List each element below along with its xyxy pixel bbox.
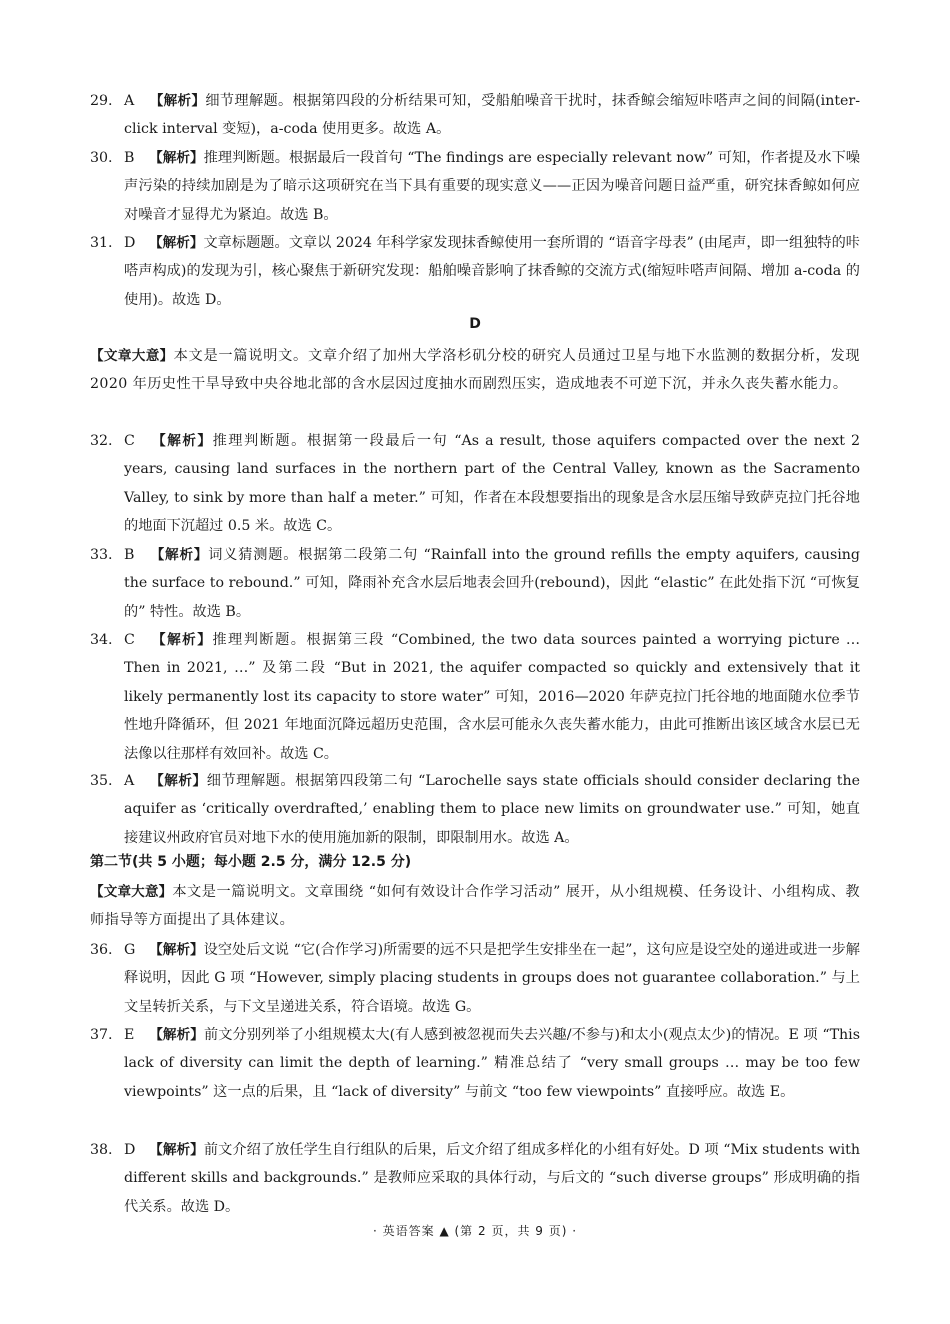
answer-item-32	[90, 427, 860, 541]
summary-text: 本文是一篇说明文。文章介绍了加州大学洛杉矶分校的研究人员通过卫星与地下水监测的数据分析，发现 2020 年历史性干旱导致中央谷地北部的含水层因过度抽水而剧烈压实，造成地表不可逆下沉，并永久丧失蓄水能力。	[90, 348, 861, 393]
answer-item-36	[90, 936, 860, 1021]
analysis-tag: 【解析】	[149, 150, 204, 166]
analysis-text: 词义猜测题。根据第二段第二句 “Rainfall into the ground refills the empty aquifers, causing the surface to rebound.” 可知，降雨补充含水层后地表会回升(rebound)，因此 “elastic” 在此处指下沉 “可恢复的” 特性。故选 B。	[124, 547, 861, 620]
answer-letter: C	[124, 433, 135, 449]
question-number: 34.	[90, 632, 113, 648]
footer-page-number: (第 2 页，共 9 页) ·	[454, 1224, 578, 1238]
analysis-text: 文章标题题。文章以 2024 年科学家发现抹香鲸使用一套所谓的 “语音字母表” (由尾声，即一组独特的咔嗒声构成)的发现为引，核心聚焦于新研究发现：船舶噪音影响了抹香鲸的交流方式(缩短咔嗒声间隔、增加 a-coda 的使用)。故选 D。	[124, 235, 860, 308]
answer-letter: A	[124, 773, 135, 789]
answer-letter: C	[124, 632, 135, 648]
analysis-text: 前文介绍了放任学生自行组队的后果，后文介绍了组成多样化的小组有好处。D 项 “Mix students with different skills and backgrounds.” 是教师应采取的具体行动，与后文的 “such diverse groups” 形成明确的指代关系。故选 D。	[124, 1142, 860, 1215]
question-number: 35.	[90, 773, 113, 789]
analysis-tag: 【解析】	[149, 235, 204, 251]
analysis-tag: 【解析】	[149, 942, 204, 958]
answer-item-29	[90, 87, 860, 144]
question-number: 33.	[90, 547, 113, 563]
analysis-tag: 【解析】	[149, 93, 206, 109]
question-number: 37.	[90, 1027, 113, 1043]
answer-item-38	[90, 1136, 860, 1221]
analysis-tag: 【解析】	[149, 1027, 204, 1043]
question-number: 31.	[90, 235, 113, 251]
question-number: 32.	[90, 433, 113, 449]
analysis-text: 推理判断题。根据第三段 “Combined, the two data sources painted a worrying picture … Then in 2021, …” 及第二段 “But in 2021, the aquifer compacted so quickly and extensively that it likely permanently lost its capacity to store water” 可知，2016—2020 年萨克拉门托谷地的地面随水位季节性地升降循环，但 2021 年地面沉降远超历史范围，含水层可能永久丧失蓄水能力，由此可推断出该区域含水层已无法像以往那样有效回补。故选 C。	[124, 632, 861, 762]
question-number: 29.	[90, 93, 113, 109]
analysis-text: 设空处后文说 “它(合作学习)所需要的远不只是把学生安排坐在一起”，这句应是设空处的递进或进一步解释说明，因此 G 项 “However, simply placing students in groups does not guarantee collaboration.” 与上文呈转折关系，与下文呈递进关系，符合语境。故选 G。	[124, 942, 860, 1015]
analysis-text: 细节理解题。根据第四段的分析结果可知，受船舶噪音干扰时，抹香鲸会缩短咔嗒声之间的间隔(inter-click interval 变短)，a-coda 使用更多。故选 A。	[124, 93, 861, 138]
answer-item-31	[90, 229, 860, 314]
analysis-text: 推理判断题。根据第一段最后一句 “As a result, those aquifers compacted over the next 2 years, causing land surfaces in the northern part of the Central Valley, known as the Sacramento Valley, to sink by more than half a meter.” 可知，作者在本段想要指出的现象是含水层压缩导致萨克拉门托谷地的地面下沉超过 0.5 米。故选 C。	[124, 433, 860, 535]
triangle-icon: ▲	[439, 1224, 450, 1238]
answer-item-37	[90, 1021, 860, 1106]
section-two-title: 第二节(共 5 小题；每小题 2.5 分，满分 12.5 分)	[90, 854, 412, 870]
analysis-tag: 【解析】	[149, 1142, 204, 1158]
analysis-tag: 【解析】	[150, 547, 209, 563]
summary-d	[90, 342, 860, 399]
question-number: 30.	[90, 150, 113, 166]
answer-letter: A	[124, 93, 135, 109]
answer-item-30	[90, 144, 860, 229]
answer-item-33	[90, 541, 860, 626]
answer-item-34	[90, 626, 860, 768]
page-footer	[0, 1222, 950, 1239]
part-d-heading: D	[469, 316, 481, 332]
answer-letter: E	[124, 1027, 135, 1043]
analysis-tag: 【解析】	[150, 773, 207, 789]
question-number: 36.	[90, 942, 113, 958]
summary-tag: 【文章大意】	[90, 884, 173, 900]
summary-tag: 【文章大意】	[90, 348, 174, 364]
summary-text: 本文是一篇说明文。文章围绕 “如何有效设计合作学习活动” 展开，从小组规模、任务设计、小组构成、教师指导等方面提出了具体建议。	[90, 884, 860, 929]
analysis-text: 细节理解题。根据第四段第二句 “Larochelle says state officials should consider declaring the aquifer as ‘critically overdrafted,’ enabling them to place new limits on groundwater use.” 可知，她直接建议州政府官员对地下水的使用施加新的限制，即限制用水。故选 A。	[124, 773, 860, 846]
question-number: 38.	[90, 1142, 113, 1158]
answer-letter: B	[124, 547, 135, 563]
answer-letter: B	[124, 150, 135, 166]
answer-letter: D	[124, 235, 136, 251]
footer-subject: · 英语答案	[372, 1224, 435, 1238]
analysis-text: 推理判断题。根据最后一段首句 “The findings are especially relevant now” 可知，作者提及水下噪声污染的持续加剧是为了暗示这项研究在当下具有重要的现实意义——正因为噪音问题日益严重，研究抹香鲸如何应对噪音才显得尤为紧迫。故选 B。	[124, 150, 860, 223]
answer-letter: D	[124, 1142, 136, 1158]
summary-section-two	[90, 878, 860, 935]
answer-letter: G	[124, 942, 136, 958]
analysis-tag: 【解析】	[152, 433, 213, 449]
analysis-text: 前文分别列举了小组规模太大(有人感到被忽视而失去兴趣/不参与)和太小(观点太少)的情况。E 项 “This lack of diversity can limit the depth of learning.” 精准总结了 “very small groups … may be too few viewpoints” 这一点的后果，且 “lack of diversity” 与前文 “too few viewpoints” 直接呼应。故选 E。	[124, 1027, 860, 1100]
answer-item-35	[90, 767, 860, 852]
analysis-tag: 【解析】	[152, 632, 213, 648]
